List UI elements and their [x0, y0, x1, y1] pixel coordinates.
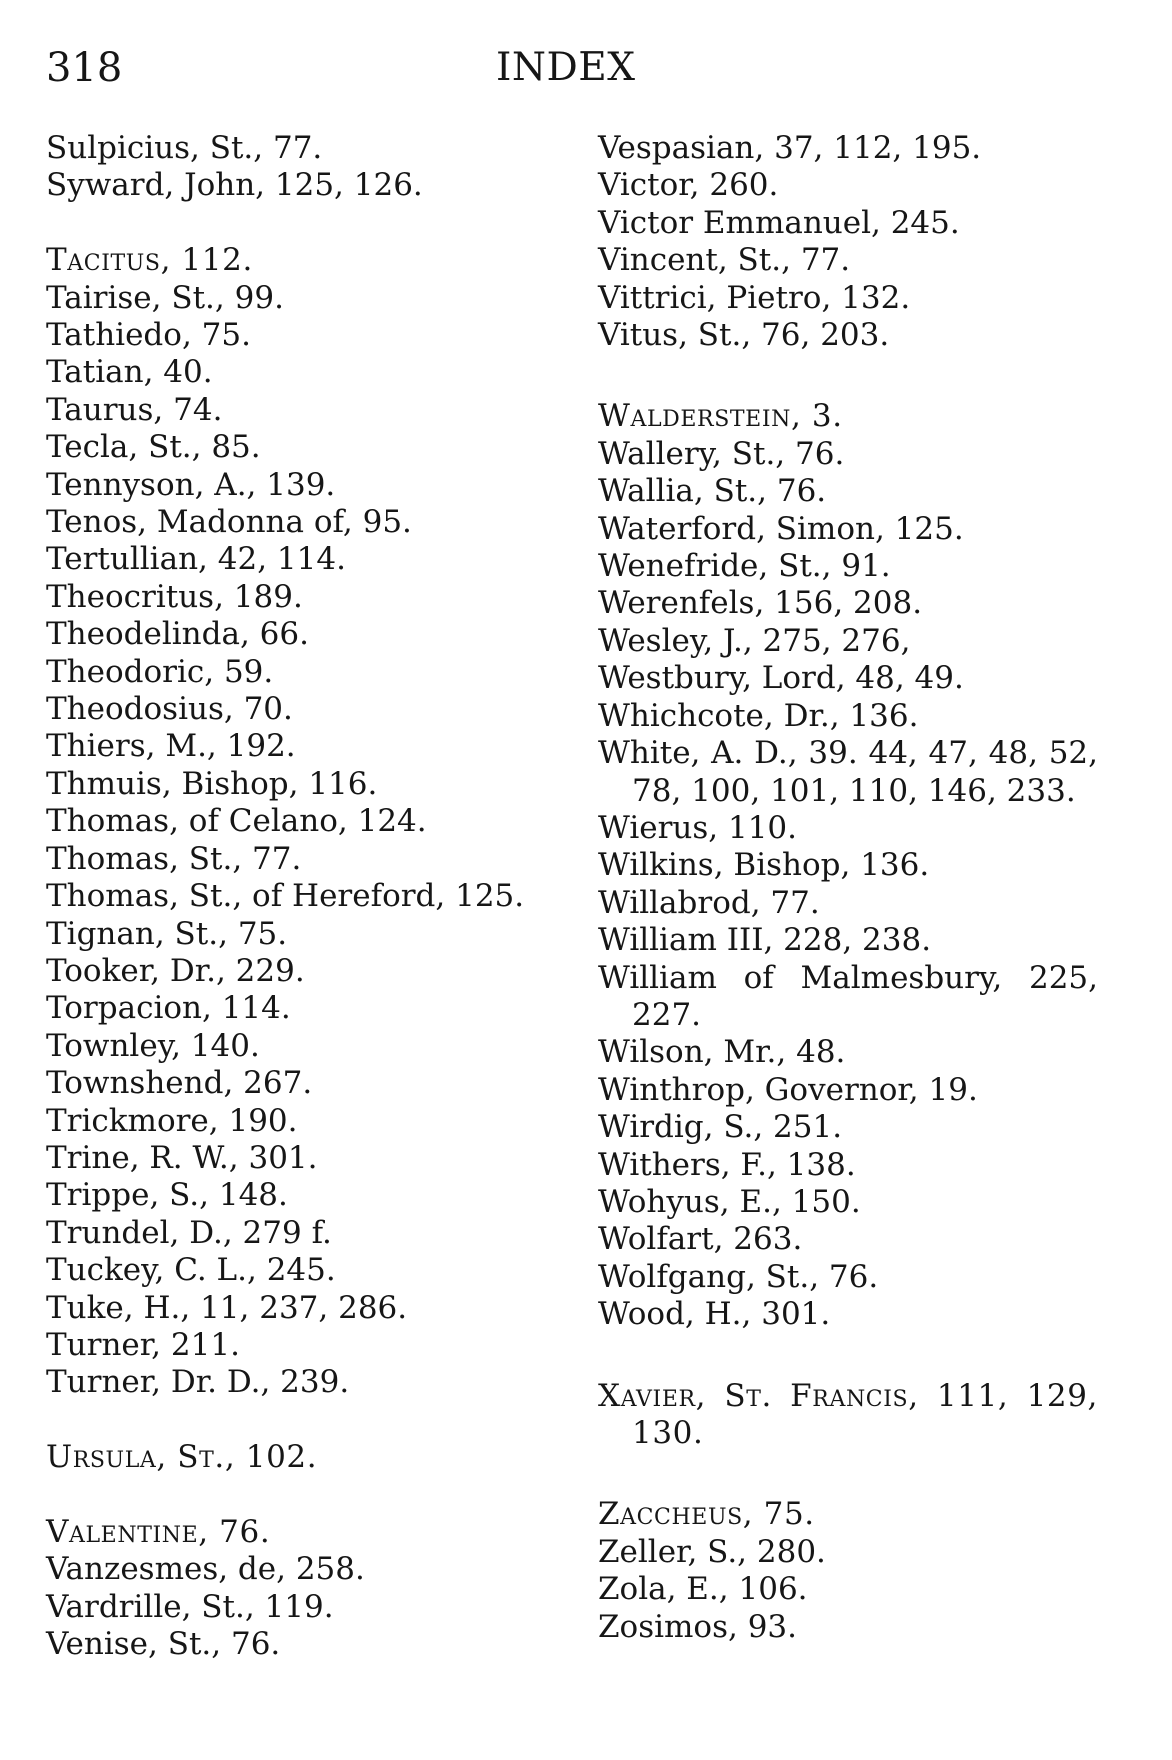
index-entry: Tenos, Madonna of, 95.	[46, 504, 412, 541]
index-entry: Westbury, Lord, 48, 49.	[598, 660, 964, 697]
section-gap	[598, 1334, 1098, 1378]
index-entry: Tacitus, 112.	[46, 242, 253, 279]
index-entry: Trine, R. W., 301.	[46, 1139, 318, 1176]
index-entry: Tecla, St., 85.	[46, 429, 261, 466]
index-entry: Theodoric, 59.	[46, 653, 274, 690]
index-entry: Thomas, St., of Hereford, 125.	[46, 878, 525, 915]
index-entry: Tuckey, C. L., 245.	[46, 1252, 336, 1289]
index-entry: Withers, F., 138.	[598, 1146, 856, 1183]
index-entry: Tennyson, A., 139.	[46, 466, 336, 503]
index-entry: Zola, E., 106.	[598, 1571, 808, 1608]
section-gap	[46, 205, 566, 242]
index-entry: Vincent, St., 77.	[598, 242, 851, 279]
index-entry: Wirdig, S., 251.	[598, 1109, 843, 1146]
index-entry: Waterford, Simon, 125.	[598, 510, 964, 547]
index-entry: Wierus, 110.	[598, 809, 798, 846]
index-entry: Winthrop, Governor, 19.	[598, 1071, 978, 1108]
index-entry: Vittrici, Pietro, 132.	[598, 279, 911, 316]
index-entry: Wallery, St., 76.	[598, 435, 845, 472]
left-index-column	[46, 130, 566, 1664]
index-entry: Wilson, Mr., 48.	[598, 1034, 846, 1071]
index-entry: Trippe, S., 148.	[46, 1177, 288, 1214]
index-entry: Thomas, St., 77.	[46, 840, 302, 877]
index-entry: Townley, 140.	[46, 1027, 260, 1064]
page-number: 318	[46, 45, 123, 91]
index-entry: Tignan, St., 75.	[46, 915, 288, 952]
index-entry: Venise, St., 76.	[46, 1626, 281, 1663]
index-entry: William III, 228, 238.	[598, 922, 932, 959]
index-entry: William of Malmesbury, 225, 227.	[598, 959, 1098, 1033]
index-entry: Wolfgang, St., 76.	[598, 1258, 879, 1295]
index-entry: Vitus, St., 76, 203.	[598, 317, 890, 354]
index-entry: Zosimos, 93.	[598, 1608, 798, 1645]
section-gap	[46, 1402, 566, 1439]
index-entry: Theodosius, 70.	[46, 691, 293, 728]
index-entry: Werenfels, 156, 208.	[598, 585, 923, 622]
section-gap	[46, 1477, 566, 1514]
index-entry: Thmuis, Bishop, 116.	[46, 765, 378, 802]
index-entry: Victor, 260.	[598, 167, 779, 204]
index-entry: Wilkins, Bishop, 136.	[598, 847, 930, 884]
index-entry: Vardrille, St., 119.	[46, 1588, 334, 1625]
index-entry: Walderstein, 3.	[598, 398, 843, 435]
index-entry: White, A. D., 39. 44, 47, 48, 52, 78, 100, 101, 110, 146, 233.	[598, 735, 1098, 809]
index-entry: Valentine, 76.	[46, 1513, 271, 1550]
index-entry: Sulpicius, St., 77.	[46, 130, 323, 166]
index-entry: Trundel, D., 279 f.	[46, 1214, 332, 1251]
index-entry: Tairise, St., 99.	[46, 279, 284, 316]
index-entry: Tooker, Dr., 229.	[46, 952, 305, 989]
index-entry: Theodelinda, 66.	[46, 616, 309, 653]
index-entry: Vespasian, 37, 112, 195.	[598, 130, 982, 166]
index-entry: Wallia, St., 76.	[598, 473, 827, 510]
index-entry: Tathiedo, 75.	[46, 317, 251, 354]
index-entry: Wood, H., 301.	[598, 1296, 831, 1333]
index-entry: Thomas, of Celano, 124.	[46, 803, 427, 840]
index-entry: Theocritus, 189.	[46, 578, 303, 615]
index-entry: Vanzesmes, de, 258.	[46, 1551, 365, 1588]
index-entry: Townshend, 267.	[46, 1065, 313, 1102]
index-entry: Whichcote, Dr., 136.	[598, 697, 919, 734]
index-entry: Willabrod, 77.	[598, 884, 820, 921]
index-entry: Turner, Dr. D., 239.	[46, 1364, 350, 1401]
index-entry: Trickmore, 190.	[46, 1102, 298, 1139]
index-entry: Syward, John, 125, 126.	[46, 167, 423, 204]
index-entry: Victor Emmanuel, 245.	[598, 204, 960, 241]
index-entry: Torpacion, 114.	[46, 990, 291, 1027]
index-entry: Turner, 211.	[46, 1326, 240, 1363]
index-entry: Zaccheus, 75.	[598, 1496, 815, 1533]
page-title: INDEX	[496, 45, 636, 90]
index-entry: Taurus, 74.	[46, 391, 223, 428]
index-entry: Wolfart, 263.	[598, 1221, 803, 1258]
index-entry: Tuke, H., 11, 237, 286.	[46, 1289, 408, 1326]
index-entry: Wohyus, E., 150.	[598, 1183, 861, 1220]
index-entry: Wenefride, St., 91.	[598, 548, 891, 585]
section-gap	[598, 1452, 1098, 1496]
section-gap	[598, 354, 1098, 398]
index-entry: Tatian, 40.	[46, 354, 213, 391]
index-entry: Tertullian, 42, 114.	[46, 541, 346, 578]
index-entry: Xavier, St. Francis, 111, 129, 130.	[598, 1377, 1098, 1451]
index-entry: Zeller, S., 280.	[598, 1533, 826, 1570]
index-entry: Ursula, St., 102.	[46, 1439, 318, 1476]
right-index-column	[598, 130, 1098, 1646]
index-entry: Wesley, J., 275, 276,	[598, 622, 911, 659]
index-entry: Thiers, M., 192.	[46, 728, 296, 765]
